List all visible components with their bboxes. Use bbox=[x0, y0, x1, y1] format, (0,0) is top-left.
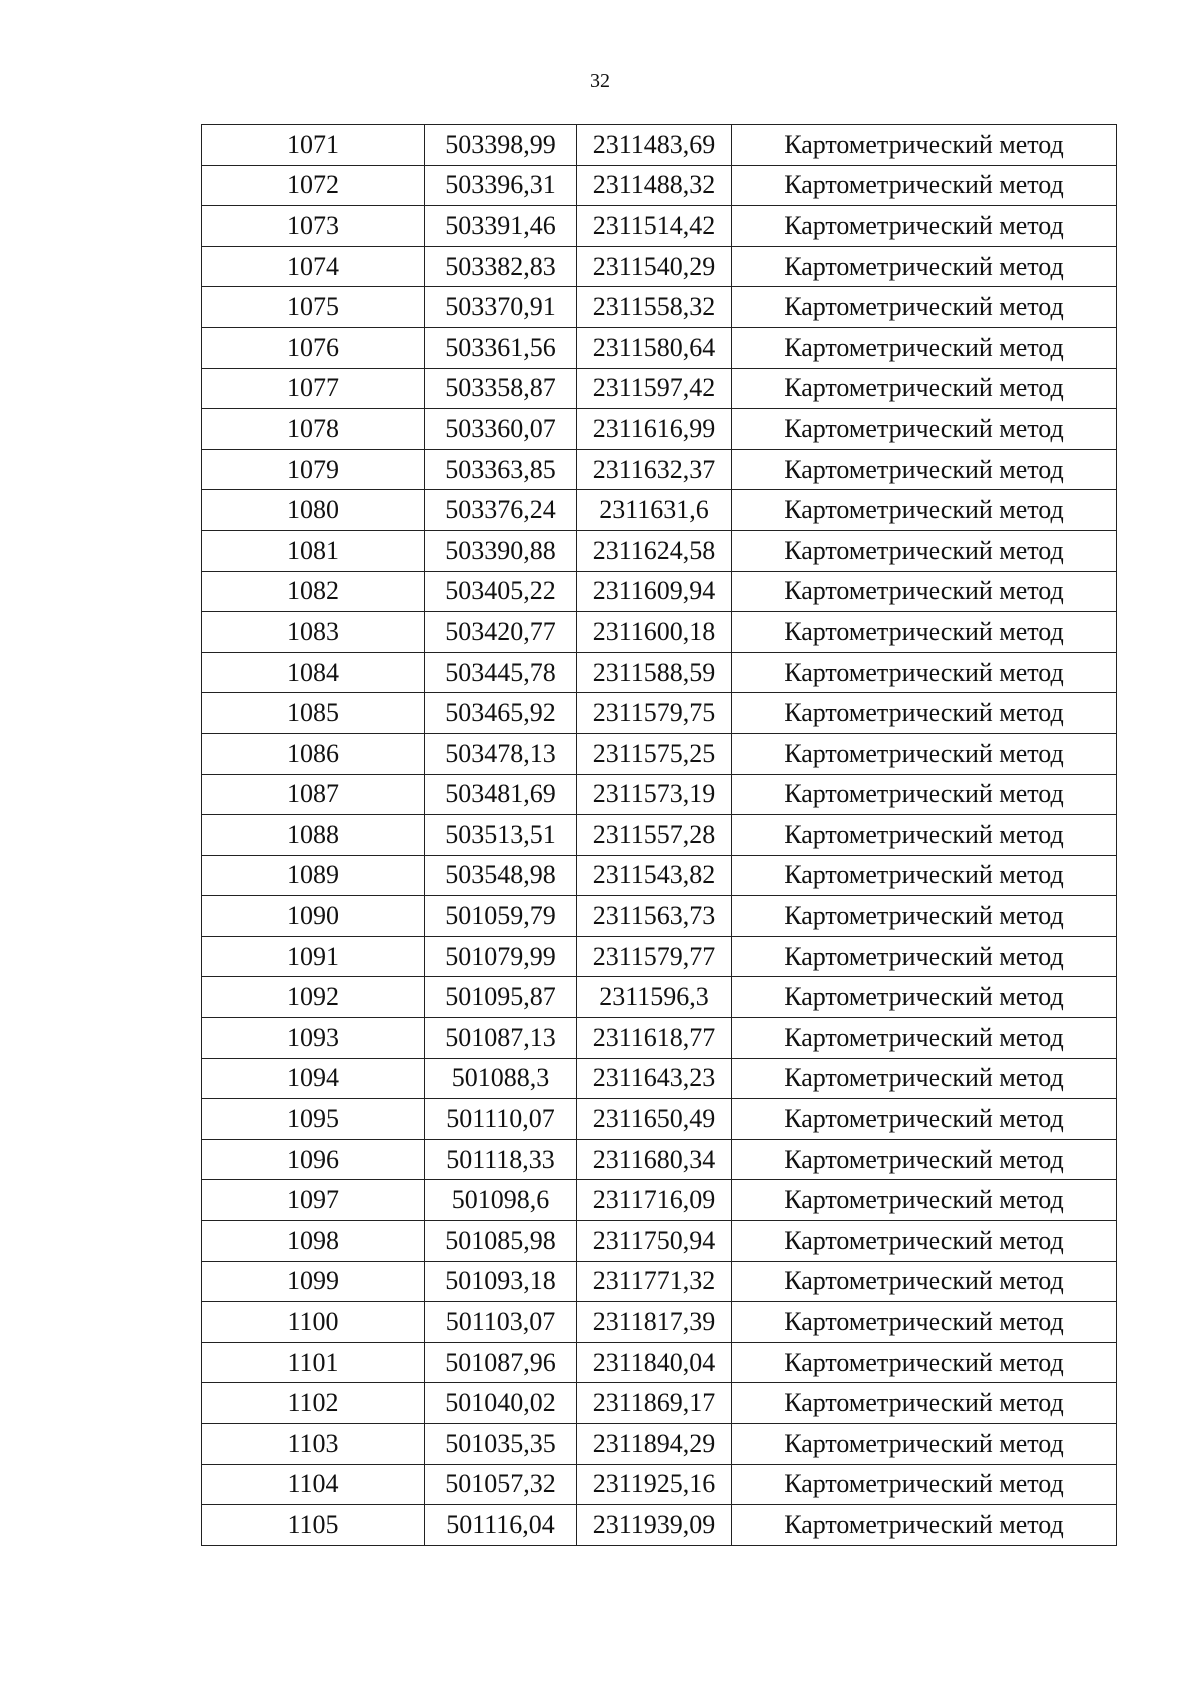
y-coordinate-cell: 2311925,16 bbox=[577, 1464, 732, 1505]
y-coordinate-cell: 2311597,42 bbox=[577, 368, 732, 409]
method-cell: Картометрический метод bbox=[732, 206, 1117, 247]
table-row bbox=[202, 896, 1117, 937]
y-coordinate-cell: 2311573,19 bbox=[577, 774, 732, 815]
method-cell: Картометрический метод bbox=[732, 733, 1117, 774]
x-coordinate-cell: 503445,78 bbox=[425, 652, 577, 693]
table-row bbox=[202, 571, 1117, 612]
y-coordinate-cell: 2311840,04 bbox=[577, 1342, 732, 1383]
y-coordinate-cell: 2311650,49 bbox=[577, 1099, 732, 1140]
method-cell: Картометрический метод bbox=[732, 571, 1117, 612]
x-coordinate-cell: 501088,3 bbox=[425, 1058, 577, 1099]
point-number-cell: 1097 bbox=[202, 1180, 425, 1221]
y-coordinate-cell: 2311596,3 bbox=[577, 977, 732, 1018]
method-cell: Картометрический метод bbox=[732, 165, 1117, 206]
table-row bbox=[202, 1018, 1117, 1059]
point-number-cell: 1094 bbox=[202, 1058, 425, 1099]
coordinates-table bbox=[201, 124, 1117, 1546]
method-cell: Картометрический метод bbox=[732, 936, 1117, 977]
x-coordinate-cell: 503405,22 bbox=[425, 571, 577, 612]
method-cell: Картометрический метод bbox=[732, 1099, 1117, 1140]
method-cell: Картометрический метод bbox=[732, 449, 1117, 490]
point-number-cell: 1084 bbox=[202, 652, 425, 693]
method-cell: Картометрический метод bbox=[732, 125, 1117, 166]
x-coordinate-cell: 503481,69 bbox=[425, 774, 577, 815]
y-coordinate-cell: 2311817,39 bbox=[577, 1302, 732, 1343]
method-cell: Картометрический метод bbox=[732, 1221, 1117, 1262]
x-coordinate-cell: 501110,07 bbox=[425, 1099, 577, 1140]
x-coordinate-cell: 501116,04 bbox=[425, 1505, 577, 1546]
x-coordinate-cell: 503376,24 bbox=[425, 490, 577, 531]
point-number-cell: 1080 bbox=[202, 490, 425, 531]
x-coordinate-cell: 503382,83 bbox=[425, 246, 577, 287]
point-number-cell: 1092 bbox=[202, 977, 425, 1018]
x-coordinate-cell: 503370,91 bbox=[425, 287, 577, 328]
method-cell: Картометрический метод bbox=[732, 246, 1117, 287]
point-number-cell: 1096 bbox=[202, 1139, 425, 1180]
y-coordinate-cell: 2311609,94 bbox=[577, 571, 732, 612]
table-row bbox=[202, 490, 1117, 531]
y-coordinate-cell: 2311716,09 bbox=[577, 1180, 732, 1221]
table-row bbox=[202, 125, 1117, 166]
x-coordinate-cell: 503398,99 bbox=[425, 125, 577, 166]
point-number-cell: 1077 bbox=[202, 368, 425, 409]
table-row bbox=[202, 1180, 1117, 1221]
y-coordinate-cell: 2311543,82 bbox=[577, 855, 732, 896]
table-row bbox=[202, 1099, 1117, 1140]
x-coordinate-cell: 503396,31 bbox=[425, 165, 577, 206]
method-cell: Картометрический метод bbox=[732, 490, 1117, 531]
point-number-cell: 1079 bbox=[202, 449, 425, 490]
method-cell: Картометрический метод bbox=[732, 1464, 1117, 1505]
y-coordinate-cell: 2311771,32 bbox=[577, 1261, 732, 1302]
x-coordinate-cell: 503363,85 bbox=[425, 449, 577, 490]
table-row bbox=[202, 815, 1117, 856]
y-coordinate-cell: 2311579,77 bbox=[577, 936, 732, 977]
y-coordinate-cell: 2311869,17 bbox=[577, 1383, 732, 1424]
point-number-cell: 1074 bbox=[202, 246, 425, 287]
point-number-cell: 1086 bbox=[202, 733, 425, 774]
x-coordinate-cell: 503465,92 bbox=[425, 693, 577, 734]
page-number: 32 bbox=[590, 70, 610, 92]
method-cell: Картометрический метод bbox=[732, 287, 1117, 328]
y-coordinate-cell: 2311563,73 bbox=[577, 896, 732, 937]
y-coordinate-cell: 2311750,94 bbox=[577, 1221, 732, 1262]
x-coordinate-cell: 503513,51 bbox=[425, 815, 577, 856]
y-coordinate-cell: 2311631,6 bbox=[577, 490, 732, 531]
method-cell: Картометрический метод bbox=[732, 815, 1117, 856]
x-coordinate-cell: 501098,6 bbox=[425, 1180, 577, 1221]
y-coordinate-cell: 2311643,23 bbox=[577, 1058, 732, 1099]
table-row bbox=[202, 1424, 1117, 1465]
table-row bbox=[202, 936, 1117, 977]
point-number-cell: 1104 bbox=[202, 1464, 425, 1505]
y-coordinate-cell: 2311894,29 bbox=[577, 1424, 732, 1465]
table-row bbox=[202, 206, 1117, 247]
method-cell: Картометрический метод bbox=[732, 1424, 1117, 1465]
method-cell: Картометрический метод bbox=[732, 1342, 1117, 1383]
table-row bbox=[202, 693, 1117, 734]
y-coordinate-cell: 2311575,25 bbox=[577, 733, 732, 774]
point-number-cell: 1081 bbox=[202, 530, 425, 571]
y-coordinate-cell: 2311680,34 bbox=[577, 1139, 732, 1180]
x-coordinate-cell: 503420,77 bbox=[425, 612, 577, 653]
x-coordinate-cell: 501040,02 bbox=[425, 1383, 577, 1424]
method-cell: Картометрический метод bbox=[732, 1261, 1117, 1302]
table-row bbox=[202, 1302, 1117, 1343]
x-coordinate-cell: 503478,13 bbox=[425, 733, 577, 774]
point-number-cell: 1088 bbox=[202, 815, 425, 856]
y-coordinate-cell: 2311514,42 bbox=[577, 206, 732, 247]
point-number-cell: 1093 bbox=[202, 1018, 425, 1059]
method-cell: Картометрический метод bbox=[732, 1058, 1117, 1099]
point-number-cell: 1101 bbox=[202, 1342, 425, 1383]
x-coordinate-cell: 503391,46 bbox=[425, 206, 577, 247]
table-row bbox=[202, 774, 1117, 815]
point-number-cell: 1102 bbox=[202, 1383, 425, 1424]
x-coordinate-cell: 501035,35 bbox=[425, 1424, 577, 1465]
point-number-cell: 1099 bbox=[202, 1261, 425, 1302]
method-cell: Картометрический метод bbox=[732, 774, 1117, 815]
table-row bbox=[202, 327, 1117, 368]
y-coordinate-cell: 2311557,28 bbox=[577, 815, 732, 856]
table-row bbox=[202, 652, 1117, 693]
x-coordinate-cell: 501093,18 bbox=[425, 1261, 577, 1302]
y-coordinate-cell: 2311939,09 bbox=[577, 1505, 732, 1546]
y-coordinate-cell: 2311588,59 bbox=[577, 652, 732, 693]
y-coordinate-cell: 2311580,64 bbox=[577, 327, 732, 368]
y-coordinate-cell: 2311558,32 bbox=[577, 287, 732, 328]
x-coordinate-cell: 503360,07 bbox=[425, 409, 577, 450]
method-cell: Картометрический метод bbox=[732, 409, 1117, 450]
y-coordinate-cell: 2311579,75 bbox=[577, 693, 732, 734]
method-cell: Картометрический метод bbox=[732, 977, 1117, 1018]
x-coordinate-cell: 501079,99 bbox=[425, 936, 577, 977]
method-cell: Картометрический метод bbox=[732, 1383, 1117, 1424]
method-cell: Картометрический метод bbox=[732, 1302, 1117, 1343]
method-cell: Картометрический метод bbox=[732, 855, 1117, 896]
method-cell: Картометрический метод bbox=[732, 327, 1117, 368]
point-number-cell: 1087 bbox=[202, 774, 425, 815]
method-cell: Картометрический метод bbox=[732, 652, 1117, 693]
x-coordinate-cell: 501103,07 bbox=[425, 1302, 577, 1343]
table-row bbox=[202, 1464, 1117, 1505]
table-row bbox=[202, 449, 1117, 490]
x-coordinate-cell: 503390,88 bbox=[425, 530, 577, 571]
table-row bbox=[202, 1505, 1117, 1546]
point-number-cell: 1082 bbox=[202, 571, 425, 612]
point-number-cell: 1089 bbox=[202, 855, 425, 896]
x-coordinate-cell: 501095,87 bbox=[425, 977, 577, 1018]
method-cell: Картометрический метод bbox=[732, 1505, 1117, 1546]
point-number-cell: 1098 bbox=[202, 1221, 425, 1262]
y-coordinate-cell: 2311616,99 bbox=[577, 409, 732, 450]
y-coordinate-cell: 2311483,69 bbox=[577, 125, 732, 166]
table-row bbox=[202, 855, 1117, 896]
point-number-cell: 1090 bbox=[202, 896, 425, 937]
table-row bbox=[202, 409, 1117, 450]
x-coordinate-cell: 501085,98 bbox=[425, 1221, 577, 1262]
x-coordinate-cell: 501087,13 bbox=[425, 1018, 577, 1059]
table-row bbox=[202, 1221, 1117, 1262]
method-cell: Картометрический метод bbox=[732, 1018, 1117, 1059]
point-number-cell: 1103 bbox=[202, 1424, 425, 1465]
table-row bbox=[202, 1383, 1117, 1424]
x-coordinate-cell: 501059,79 bbox=[425, 896, 577, 937]
x-coordinate-cell: 501057,32 bbox=[425, 1464, 577, 1505]
table-row bbox=[202, 612, 1117, 653]
method-cell: Картометрический метод bbox=[732, 1139, 1117, 1180]
point-number-cell: 1076 bbox=[202, 327, 425, 368]
point-number-cell: 1095 bbox=[202, 1099, 425, 1140]
coordinates-table-body bbox=[202, 125, 1117, 1546]
method-cell: Картометрический метод bbox=[732, 693, 1117, 734]
x-coordinate-cell: 501118,33 bbox=[425, 1139, 577, 1180]
point-number-cell: 1072 bbox=[202, 165, 425, 206]
point-number-cell: 1071 bbox=[202, 125, 425, 166]
table-row bbox=[202, 368, 1117, 409]
table-row bbox=[202, 530, 1117, 571]
table-row bbox=[202, 1342, 1117, 1383]
table-row bbox=[202, 1058, 1117, 1099]
method-cell: Картометрический метод bbox=[732, 612, 1117, 653]
table-row bbox=[202, 977, 1117, 1018]
point-number-cell: 1091 bbox=[202, 936, 425, 977]
point-number-cell: 1078 bbox=[202, 409, 425, 450]
x-coordinate-cell: 503361,56 bbox=[425, 327, 577, 368]
point-number-cell: 1100 bbox=[202, 1302, 425, 1343]
table-row bbox=[202, 733, 1117, 774]
method-cell: Картометрический метод bbox=[732, 1180, 1117, 1221]
y-coordinate-cell: 2311600,18 bbox=[577, 612, 732, 653]
table-row bbox=[202, 1139, 1117, 1180]
table-row bbox=[202, 1261, 1117, 1302]
x-coordinate-cell: 503358,87 bbox=[425, 368, 577, 409]
y-coordinate-cell: 2311540,29 bbox=[577, 246, 732, 287]
point-number-cell: 1075 bbox=[202, 287, 425, 328]
point-number-cell: 1105 bbox=[202, 1505, 425, 1546]
point-number-cell: 1073 bbox=[202, 206, 425, 247]
method-cell: Картометрический метод bbox=[732, 530, 1117, 571]
table-row bbox=[202, 287, 1117, 328]
x-coordinate-cell: 501087,96 bbox=[425, 1342, 577, 1383]
table-row bbox=[202, 246, 1117, 287]
y-coordinate-cell: 2311624,58 bbox=[577, 530, 732, 571]
table-row bbox=[202, 165, 1117, 206]
point-number-cell: 1085 bbox=[202, 693, 425, 734]
point-number-cell: 1083 bbox=[202, 612, 425, 653]
y-coordinate-cell: 2311618,77 bbox=[577, 1018, 732, 1059]
method-cell: Картометрический метод bbox=[732, 896, 1117, 937]
y-coordinate-cell: 2311488,32 bbox=[577, 165, 732, 206]
y-coordinate-cell: 2311632,37 bbox=[577, 449, 732, 490]
x-coordinate-cell: 503548,98 bbox=[425, 855, 577, 896]
method-cell: Картометрический метод bbox=[732, 368, 1117, 409]
